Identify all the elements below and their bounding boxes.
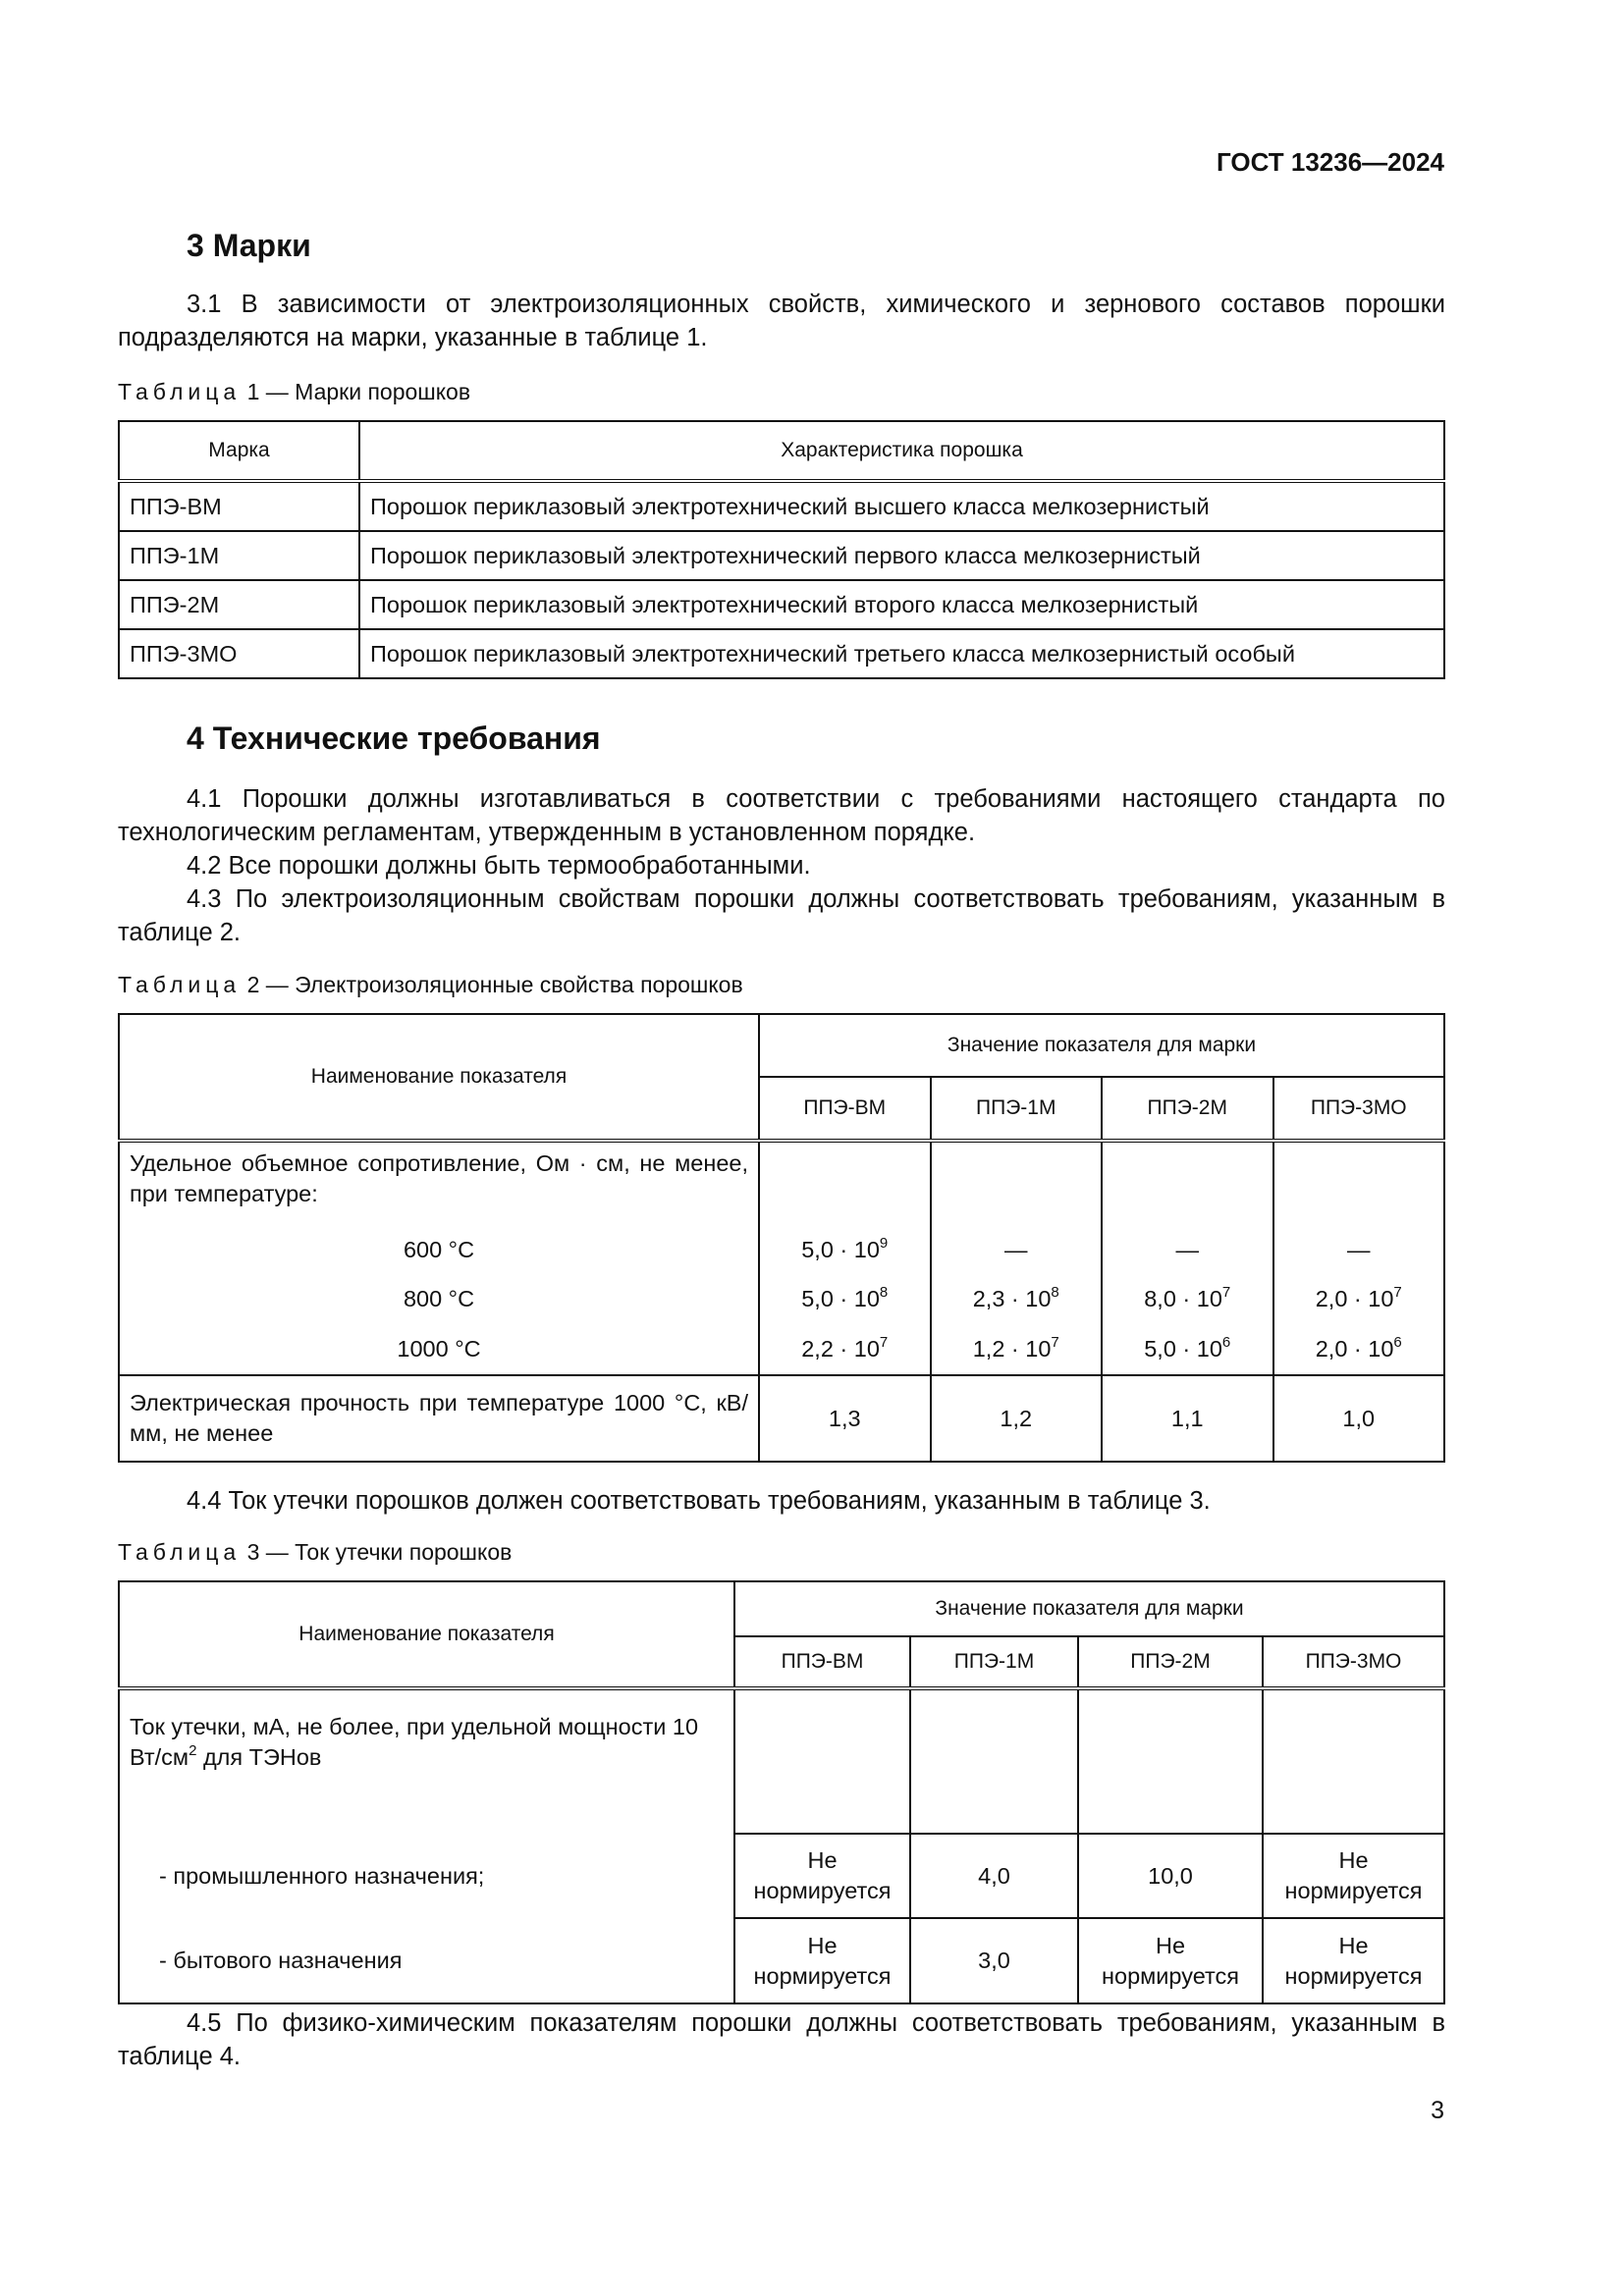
paragraph-4-3: 4.3 По электроизоляционным свойствам порошки должны соответствовать требованиям, указанным в таблице 2. [118, 885, 1445, 946]
value-cell [1078, 1688, 1263, 1834]
value-cell [1263, 1688, 1444, 1834]
mark-header: ППЭ-3МО [1273, 1077, 1445, 1141]
table-3-caption [118, 1539, 512, 1566]
value-cell: $8,0 \cdot 10^7$ [1102, 1274, 1273, 1323]
value-cell: — [931, 1225, 1103, 1274]
column-header-group: Значение показателя для марки [734, 1581, 1444, 1636]
table-2-header-row [119, 1014, 1444, 1077]
strength-label: Электрическая прочность при температуре 1000 °C, кВ/мм, не менее [119, 1375, 759, 1462]
value-cell: 1,3 [759, 1375, 931, 1462]
value-cell: $2,0 \cdot 10^6$ [1273, 1323, 1445, 1375]
temperature-label: 800 °C [119, 1274, 759, 1323]
table-row [119, 1918, 1444, 2003]
table-2-caption [118, 972, 743, 998]
value-cell: $5,0 \cdot 10^8$ [759, 1274, 931, 1323]
mark-cell: ППЭ-1М [119, 531, 359, 580]
value-cell: 4,0 [910, 1834, 1078, 1918]
column-header: Характеристика порошка [359, 421, 1444, 481]
caption-text: 1 — Марки порошков [241, 379, 471, 404]
caption-word: Таблица [118, 1539, 242, 1565]
mark-cell: ППЭ-ВМ [119, 481, 359, 531]
description-cell: Порошок периклазовый электротехнический второго класса мелкозернистый [359, 580, 1444, 629]
leakage-label: Ток утечки, мА, не более, при удельной мощности 10 $Вт/см^2$ для ТЭНов [119, 1688, 734, 1834]
mark-header: ППЭ-1М [910, 1636, 1078, 1688]
value-cell: 1,0 [1273, 1375, 1445, 1462]
table-2 [118, 1013, 1445, 1463]
mark-header: ППЭ-ВМ [734, 1636, 910, 1688]
mark-header: ППЭ-ВМ [759, 1077, 931, 1141]
column-header-name: Наименование показателя [119, 1014, 759, 1141]
value-cell [931, 1141, 1103, 1225]
value-cell: Не нормируется [1078, 1918, 1263, 2003]
value-cell: Не нормируется [734, 1834, 910, 1918]
table-row [119, 1141, 1444, 1225]
value-cell [734, 1688, 910, 1834]
value-cell: 10,0 [1078, 1834, 1263, 1918]
table-1-header-row [119, 421, 1444, 481]
value-cell [1102, 1141, 1273, 1225]
household-label: - бытового назначения [119, 1918, 734, 2003]
value-cell: — [1273, 1225, 1445, 1274]
value-cell: Не нормируется [1263, 1834, 1444, 1918]
value-cell [759, 1141, 931, 1225]
value-cell: $1,2 \cdot 10^7$ [931, 1323, 1103, 1375]
table-1-caption [118, 379, 470, 405]
mark-cell: ППЭ-3МО [119, 629, 359, 678]
paragraph-3-1: 3.1 В зависимости от электроизоляционных свойств, химического и зернового составов порошки подразделяются на марки, указанные в таблице 1. [118, 291, 1445, 351]
value-cell: 3,0 [910, 1918, 1078, 2003]
description-cell: Порошок периклазовый электротехнический третьего класса мелкозернистый особый [359, 629, 1444, 678]
paragraph-4-2: 4.2 Все порошки должны быть термообработанными. [187, 852, 811, 880]
value-cell: Не нормируется [1263, 1918, 1444, 2003]
table-row [119, 531, 1444, 580]
mark-cell: ППЭ-2М [119, 580, 359, 629]
page-number: 3 [1431, 2097, 1444, 2124]
table-3 [118, 1580, 1445, 2004]
table-row [119, 629, 1444, 678]
table-row [119, 1375, 1444, 1462]
value-cell [910, 1688, 1078, 1834]
column-header-name: Наименование показателя [119, 1581, 734, 1688]
value-cell: — [1102, 1225, 1273, 1274]
table-3-header-row [119, 1581, 1444, 1636]
paragraph-4-1: 4.1 Порошки должны изготавливаться в соответствии с требованиями настоящего стандарта по технологическим регламентам, утвержденным в установленном порядке. [118, 785, 1445, 846]
description-cell: Порошок периклазовый электротехнический первого класса мелкозернистый [359, 531, 1444, 580]
temperature-label: 1000 °C [119, 1323, 759, 1375]
caption-text: 2 — Электроизоляционные свойства порошков [241, 972, 743, 997]
table-row [119, 1688, 1444, 1834]
value-cell: $2,3 \cdot 10^8$ [931, 1274, 1103, 1323]
description-cell: Порошок периклазовый электротехнический высшего класса мелкозернистый [359, 481, 1444, 531]
mark-header: ППЭ-1М [931, 1077, 1103, 1141]
section-3-heading: 3 Марки [187, 228, 311, 263]
resistivity-label: Удельное объемное сопротивление, Ом · см, не менее, при температуре: [119, 1141, 759, 1225]
value-cell: $5,0 \cdot 10^6$ [1102, 1323, 1273, 1375]
column-header: Марка [119, 421, 359, 481]
mark-header: ППЭ-3МО [1263, 1636, 1444, 1688]
value-cell: 1,1 [1102, 1375, 1273, 1462]
value-cell: Не нормируется [734, 1918, 910, 2003]
industrial-label: - промышленного назначения; [119, 1834, 734, 1918]
table-1 [118, 420, 1445, 679]
table-row [119, 1274, 1444, 1323]
value-cell [1273, 1141, 1445, 1225]
value-cell: 1,2 [931, 1375, 1103, 1462]
document-header: ГОСТ 13236—2024 [1217, 147, 1444, 177]
temperature-label: 600 °C [119, 1225, 759, 1274]
mark-header: ППЭ-2М [1102, 1077, 1273, 1141]
caption-text: 3 — Ток утечки порошков [241, 1539, 513, 1565]
column-header-group: Значение показателя для марки [759, 1014, 1444, 1077]
table-row [119, 1834, 1444, 1918]
value-cell: $5,0 \cdot 10^9$ [759, 1225, 931, 1274]
section-4-heading: 4 Технические требования [187, 721, 601, 756]
value-cell: $2,0 \cdot 10^7$ [1273, 1274, 1445, 1323]
table-row [119, 1225, 1444, 1274]
paragraph-4-5: 4.5 По физико-химическим показателям порошки должны соответствовать требованиям, указанным в таблице 4. [118, 2009, 1445, 2070]
table-row [119, 580, 1444, 629]
paragraph-4-4: 4.4 Ток утечки порошков должен соответствовать требованиям, указанным в таблице 3. [187, 1487, 1211, 1515]
mark-header: ППЭ-2М [1078, 1636, 1263, 1688]
caption-word: Таблица [118, 379, 242, 404]
value-cell: $2,2 \cdot 10^7$ [759, 1323, 931, 1375]
table-row [119, 481, 1444, 531]
caption-word: Таблица [118, 972, 242, 997]
table-row [119, 1323, 1444, 1375]
